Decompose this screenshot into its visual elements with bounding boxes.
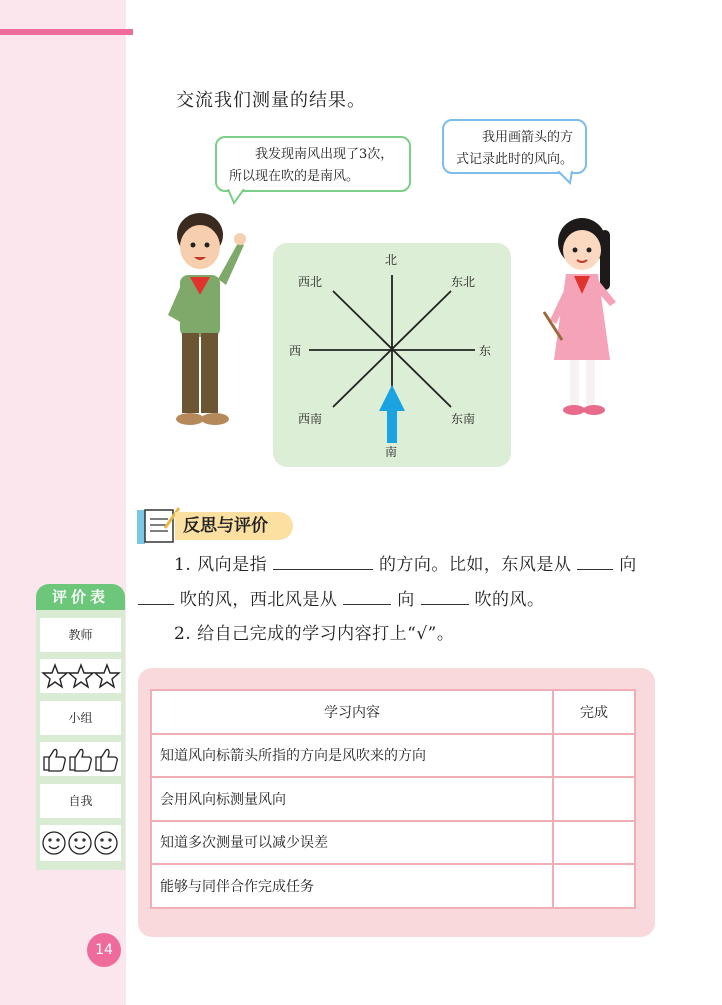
eval-teacher-label: 教师 <box>40 618 121 652</box>
compass-label-southwest: 西南 <box>298 412 323 426</box>
row-content: 知道风向标箭头所指的方向是风吹来的方向 <box>151 734 553 778</box>
row-check-cell[interactable] <box>553 821 635 865</box>
smiley-icon[interactable] <box>95 832 117 854</box>
q1-blank-4[interactable] <box>343 586 391 605</box>
compass-label-northwest: 西北 <box>298 275 323 289</box>
wind-arrow-shaft <box>387 407 397 443</box>
speech-bubble-girl: 我用画箭头的方式记录此时的风向。 <box>442 119 587 174</box>
eval-group-label: 小组 <box>40 701 121 735</box>
star-icon[interactable] <box>69 665 93 687</box>
evaluation-panel <box>36 584 125 870</box>
row-content: 会用风向标测量风向 <box>151 777 553 821</box>
header-content: 学习内容 <box>151 690 553 734</box>
row-check-cell[interactable] <box>553 777 635 821</box>
q1-blank-5[interactable] <box>421 586 469 605</box>
question-1-line-2 <box>138 584 545 617</box>
q1-blank-3[interactable] <box>138 586 174 605</box>
eval-self-label: 自我 <box>40 784 121 818</box>
bubble-tail-boy <box>226 189 250 205</box>
evaluation-body <box>36 610 125 870</box>
row-check-cell[interactable] <box>553 734 635 778</box>
eval-self-rating <box>40 825 121 861</box>
compass-label-northeast: 东北 <box>451 275 476 289</box>
row-check-cell[interactable] <box>553 864 635 908</box>
table-row <box>151 821 635 865</box>
speech-bubble-boy: 我发现南风出现了3次，所以现在吹的是南风。 <box>215 136 411 192</box>
thumbs-up-icon[interactable] <box>96 749 117 771</box>
bubble-tail-girl <box>556 171 580 187</box>
checklist-table <box>150 689 636 909</box>
evaluation-title: 评价表 <box>36 584 125 610</box>
row-content: 能够与同伴合作完成任务 <box>151 864 553 908</box>
table-row <box>151 734 635 778</box>
q1-text-4: 吹的风，西北风是从 <box>179 590 338 610</box>
star-icon[interactable] <box>95 665 119 687</box>
intro-text: 交流我们测量的结果。 <box>176 90 366 111</box>
star-icon[interactable] <box>43 665 67 687</box>
thumbs-up-icon[interactable] <box>44 749 65 771</box>
compass-label-south: 南 <box>385 445 398 459</box>
compass-label-north: 北 <box>385 253 398 267</box>
section-title: 反思与评价 <box>175 512 293 540</box>
q1-text-2: 的方向。比如，东风是从 <box>378 555 572 575</box>
smiley-icon[interactable] <box>69 832 91 854</box>
table-row <box>151 864 635 908</box>
girl-illustration <box>540 210 630 435</box>
q1-text-5: 向 <box>397 590 415 610</box>
compass-label-west: 西 <box>289 344 302 358</box>
row-content: 知道多次测量可以减少误差 <box>151 821 553 865</box>
compass-label-east: 东 <box>479 344 492 358</box>
thumbs-up-icon[interactable] <box>70 749 91 771</box>
compass-label-southeast: 东南 <box>451 412 476 426</box>
eval-teacher-rating <box>40 659 121 693</box>
q1-blank-2[interactable] <box>577 551 613 570</box>
question-2: 2. 给自己完成的学习内容打上“√”。 <box>174 624 455 644</box>
page-number: 14 <box>87 933 121 967</box>
q1-text-1: 1. 风向是指 <box>174 555 268 575</box>
header-done: 完成 <box>553 690 635 734</box>
eval-group-rating <box>40 742 121 776</box>
top-accent-bar <box>0 29 133 35</box>
table-row <box>151 777 635 821</box>
table-header-row <box>151 690 635 734</box>
smiley-icon[interactable] <box>43 832 65 854</box>
compass-card <box>273 243 511 467</box>
boy-illustration <box>160 205 250 435</box>
q1-text-3: 向 <box>619 555 637 575</box>
q1-blank-1[interactable] <box>273 551 373 570</box>
wind-arrow-head <box>379 385 405 411</box>
q1-text-6: 吹的风。 <box>474 590 545 610</box>
question-1-line-1 <box>174 549 637 582</box>
